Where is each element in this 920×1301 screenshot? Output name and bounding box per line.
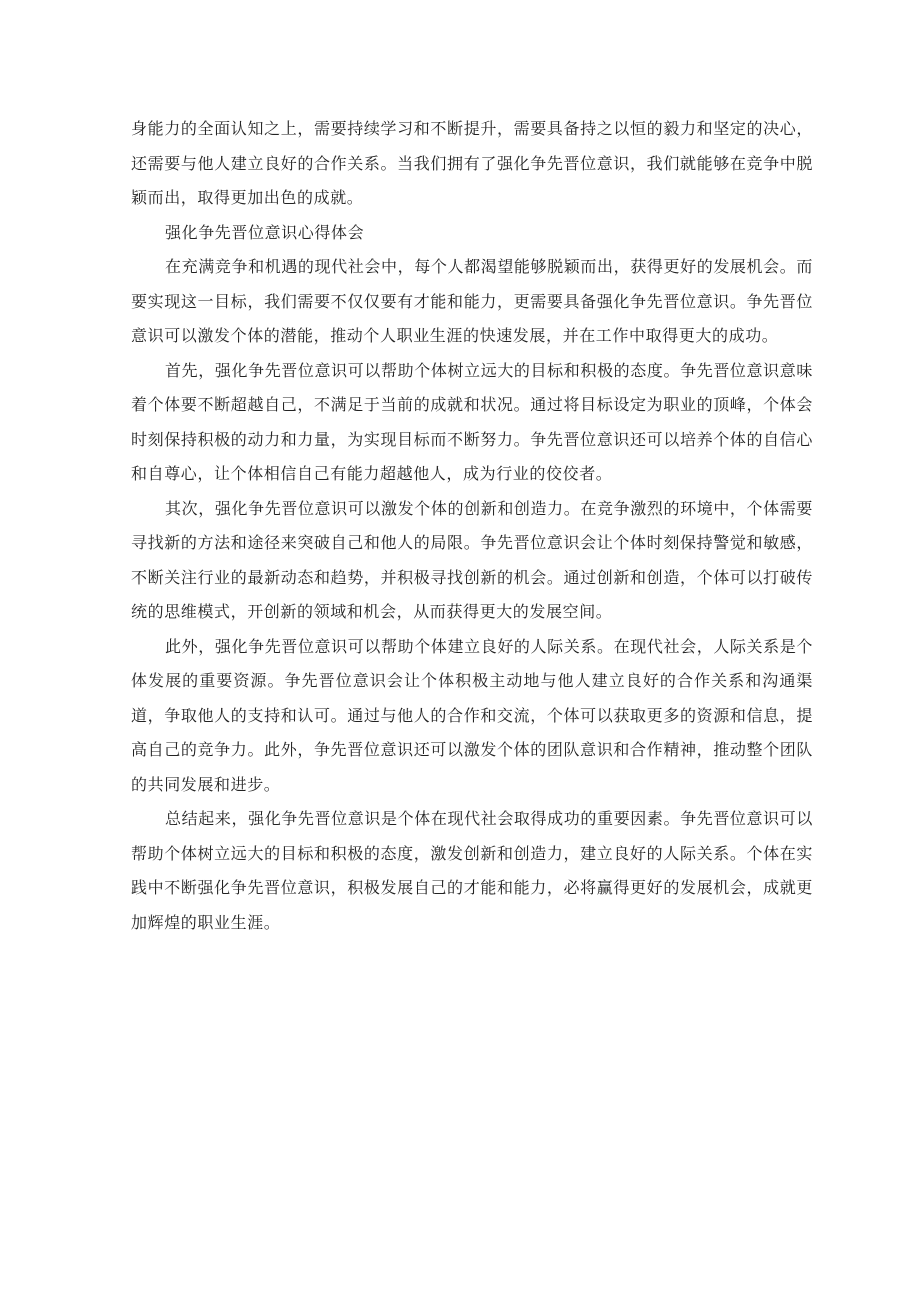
document-body — [131, 112, 813, 940]
paragraph-conclusion: 总结起来，强化争先晋位意识是个体在现代社会取得成功的重要因素。争先晋位意识可以帮助个体树立远大的目标和积极的态度，激发创新和创造力，建立良好的人际关系。个体在实践中不断强化争先晋位意识，积极发展自己的才能和能力，必将赢得更好的发展机会，成就更加辉煌的职业生涯。 — [131, 809, 813, 932]
continuation-paragraph: 身能力的全面认知之上，需要持续学习和不断提升，需要具备持之以恒的毅力和坚定的决心，还需要与他人建立良好的合作关系。当我们拥有了强化争先晋位意识，我们就能够在竞争中脱颖而出，取得更加出色的成就。 — [131, 119, 813, 207]
paragraph-second: 其次，强化争先晋位意识可以激发个体的创新和创造力。在竞争激烈的环境中，个体需要寻找新的方法和途径来突破自己和他人的局限。争先晋位意识会让个体时刻保持警觉和敏感，不断关注行业的最新动态和趋势，并积极寻找创新的机会。通过创新和创造，个体可以打破传统的思维模式，开创新的领域和机会，从而获得更大的发展空间。 — [131, 498, 813, 621]
paragraph-first: 首先，强化争先晋位意识可以帮助个体树立远大的目标和积极的态度。争先晋位意识意味着个体要不断超越自己，不满足于当前的成就和状况。通过将目标设定为职业的顶峰，个体会时刻保持积极的动力和力量，为实现目标而不断努力。争先晋位意识还可以培养个体的自信心和自尊心，让个体相信自己有能力超越他人，成为行业的佼佼者。 — [131, 360, 813, 483]
section-title: 强化争先晋位意识心得体会 — [165, 222, 365, 242]
paragraph-third: 此外，强化争先晋位意识可以帮助个体建立良好的人际关系。在现代社会，人际关系是个体发展的重要资源。争先晋位意识会让个体积极主动地与他人建立良好的合作关系和沟通渠道，争取他人的支持和认可。通过与他人的合作和交流，个体可以获取更多的资源和信息，提高自己的竞争力。此外，争先晋位意识还可以激发个体的团队意识和合作精神，推动整个团队的共同发展和进步。 — [131, 636, 813, 794]
paragraph-intro: 在充满竞争和机遇的现代社会中，每个人都渴望能够脱颖而出，获得更好的发展机会。而要实现这一目标，我们需要不仅仅要有才能和能力，更需要具备强化争先晋位意识。争先晋位意识可以激发个体的潜能，推动个人职业生涯的快速发展，并在工作中取得更大的成功。 — [131, 257, 813, 345]
